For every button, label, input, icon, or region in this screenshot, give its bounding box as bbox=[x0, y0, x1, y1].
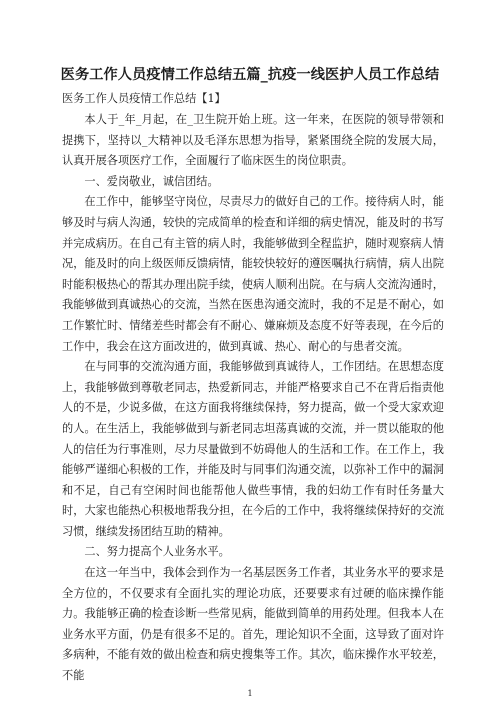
paragraph-intro: 本人于_年_月起，在_卫生院开始上班。这一年来，在医院的领导带领和提携下，坚持以_大精神以及毛泽东思想为指导，紧紧围绕全院的发展大局，认真开展各项医疗工作，全面履行了临床医生的岗位职责。 bbox=[62, 113, 444, 168]
document-body bbox=[62, 110, 444, 687]
paragraph-heading-1: 一、爱岗敬业，诚信团结。 bbox=[84, 174, 219, 188]
paragraph-skills: 在这一年当中，我体会到作为一名基层医务工作者，其业务水平的要求是全方位的，不仅要求有全面扎实的理论功底，还要要求有过硬的临床操作能力。我能够正确的检查诊断一些常见病，能做到简单的用药处理。但我本人在业务水平方面，仍是有很多不足的。首先，理论知识不全面，这导致了面对许多病种，不能有效的做出检查和病史搜集等工作。其次，临床操作水平较差，不能 bbox=[62, 566, 444, 683]
page-number: 1 bbox=[247, 689, 253, 698]
document-title: 医务工作人员疫情工作总结五篇_抗疫一线医护人员工作总结 bbox=[60, 67, 440, 83]
section-heading: 医务工作人员疫情工作总结【1】 bbox=[62, 92, 226, 105]
paragraph-heading-2: 二、努力提高个人业务水平。 bbox=[84, 545, 230, 559]
paragraph-colleagues: 在与同事的交流沟通方面，我能够做到真诚待人，工作团结。在思想态度上，我能够做到尊敬老同志，热爱新同志，并能严格要求自己不在背后指责他人的不是，少说多做，在这方面我将继续保持，努力提高，做一个受大家欢迎的人。在生活上，我能够做到与新老同志坦荡真诚的交流，并一贯以能取的他人的信任为行事准则，尽力尽量做到不妨碍他人的生活和工作。在工作上，我能够严谨细心积极的工作，并能及时与同事们沟通交流，以弥补工作中的漏洞和不足，自己有空闲时间也能帮他人做些事情，我的妇幼工作有时任务量大时，大家也能热心积极地帮我分担，在今后的工作中，我将继续保持好的交流习惯，继续发扬团结互助的精神。 bbox=[62, 360, 444, 538]
paragraph-work: 在工作中，能够坚守岗位，尽责尽力的做好自己的工作。接待病人时，能够及时与病人沟通，较快的完成简单的检查和详细的病史情况，能及时的书写并完成病历。在自己有主管的病人时，我能够做到全程监护，随时观察病人情况，能及时的向上级医师反馈病情，能较快较好的遵医嘱执行病情，病人出院时能积极热心的帮其办理出院手续，使病人顺利出院。在与病人交流沟通时，我能够做到真诚热心的交流，当然在医患沟通交流时，我的不足是不耐心，如工作繁忙时、情绪差些时都会有不耐心、嫌麻烦及态度不好等表现，在今后的工作中，我会在这方面改进的，做到真诚、热心、耐心的与患者交流。 bbox=[62, 195, 444, 353]
